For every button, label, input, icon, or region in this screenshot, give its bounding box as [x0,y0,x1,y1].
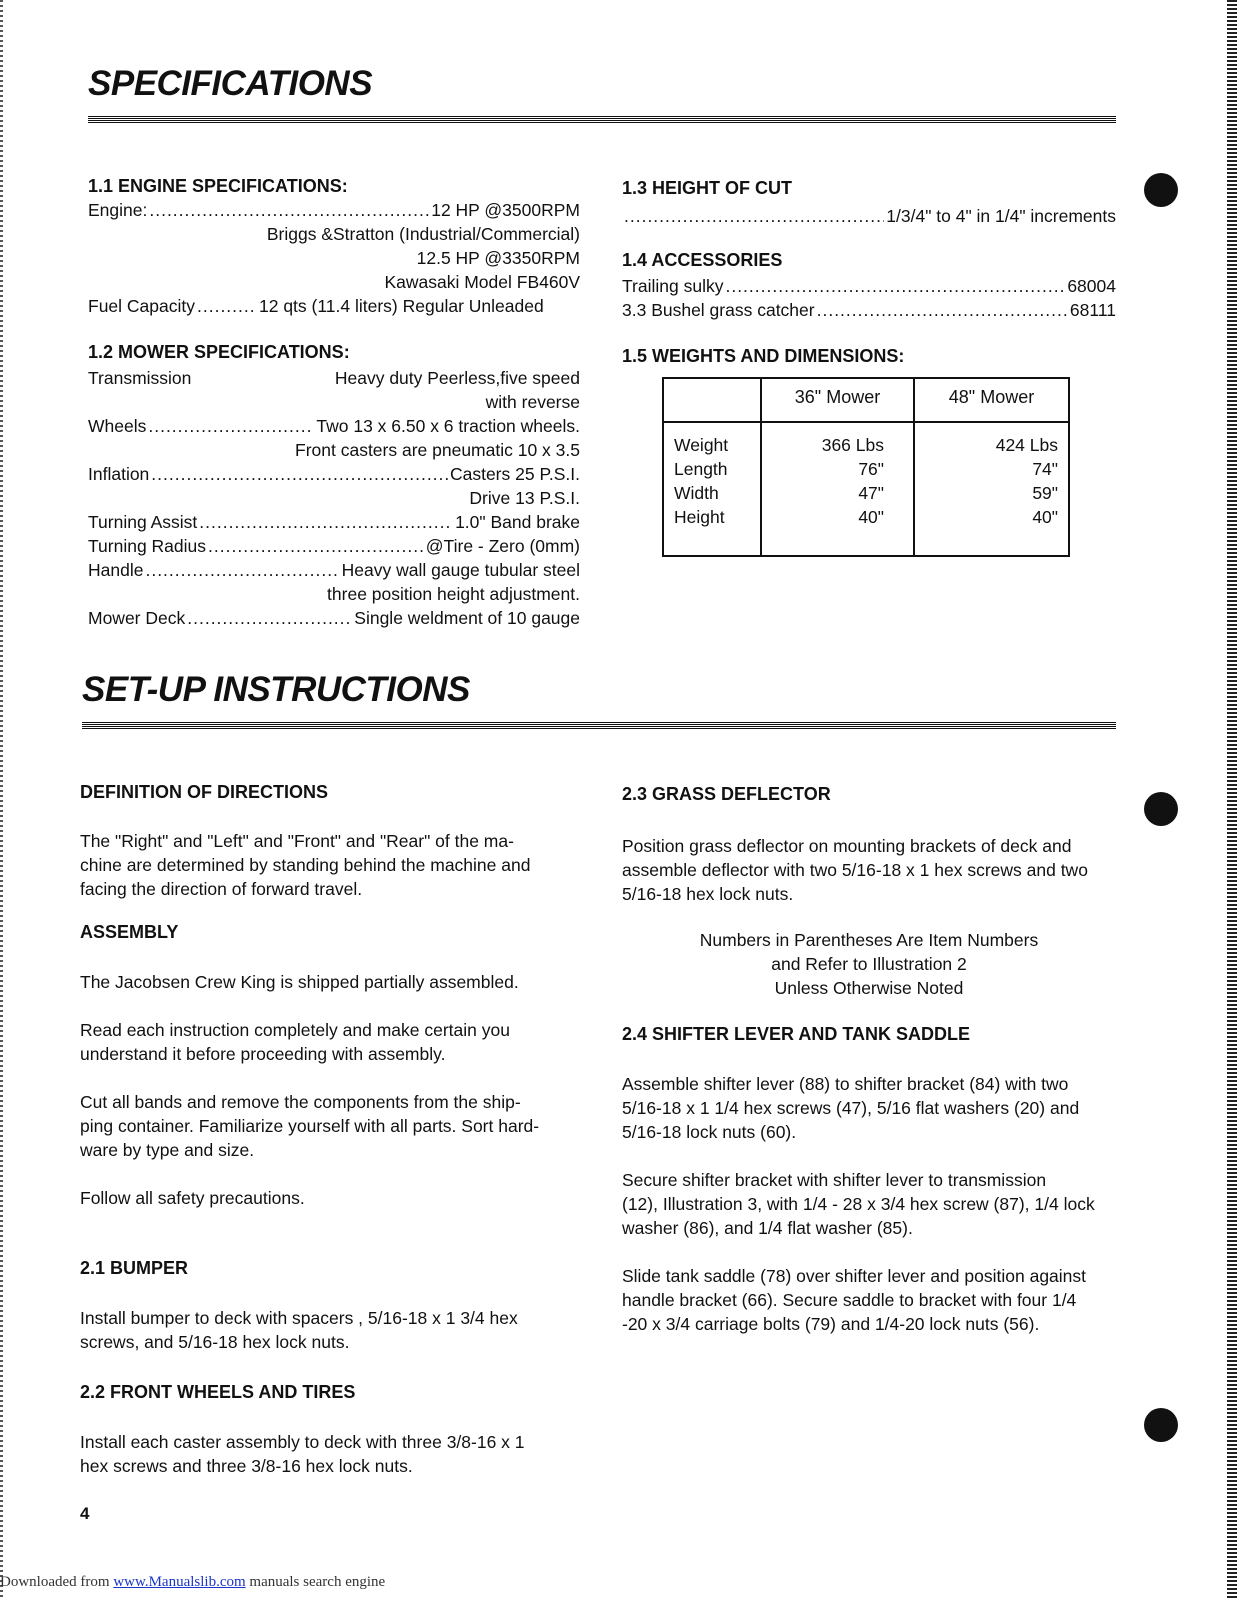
inflation-value2: Drive 13 P.S.I. [469,488,580,508]
assembly-paragraph: ware by type and size. [80,1140,255,1160]
inflation-row [88,462,580,486]
leader-dots [197,294,257,318]
cell: 424 Lbs [995,435,1058,455]
accessory-value: 68004 [1067,276,1116,296]
turning-radius-row [88,534,580,558]
row-label: Width [674,483,719,503]
wheels-row [88,414,580,438]
wheels-value2: Front casters are pneumatic 10 x 3.5 [295,440,580,460]
grass-deflector-text: 5/16-18 hex lock nuts. [622,884,794,904]
transmission-value2: with reverse [485,392,580,412]
leader-dots [817,298,1068,322]
transmission-label: Transmission [88,368,192,388]
wheels-value: Two 13 x 6.50 x 6 traction wheels. [316,416,580,436]
fuel-value: 12 qts (11.4 liters) Regular Unleaded [259,296,544,316]
turning-assist-value: 1.0" Band brake [455,512,580,532]
row-label: Length [674,459,728,479]
assembly-paragraph: Follow all safety precautions. [80,1188,305,1208]
definition-line: The "Right" and "Left" and "Front" and "Rear" of the ma- [80,831,514,851]
assembly-paragraph: understand it before proceeding with assembly. [80,1044,446,1064]
item-numbers-note: Numbers in Parentheses Are Item Numbers [699,930,1039,950]
shifter-text: 5/16-18 x 1 1/4 hex screws (47), 5/16 flat washers (20) and [622,1098,1080,1118]
engine-heading: 1.1 ENGINE SPECIFICATIONS: [88,176,348,196]
cell: 74" [1032,459,1058,479]
scan-edge-right [1227,0,1237,1600]
turning-radius-label: Turning Radius [88,536,207,556]
binder-hole-icon [1144,1408,1178,1442]
bumper-text: Install bumper to deck with spacers , 5/16-18 x 1 3/4 hex [80,1308,518,1328]
shifter-text: handle bracket (66). Secure saddle to bracket with four 1/4 [622,1290,1077,1310]
row-label: Weight [674,435,729,455]
definition-line: facing the direction of forward travel. [80,879,363,899]
footer-prefix: Downloaded from [0,1574,114,1590]
fuel-label: Fuel Capacity [88,296,195,316]
shifter-text: (12), Illustration 3, with 1/4 - 28 x 3/4 hex screw (87), 1/4 lock [622,1194,1095,1214]
definition-line: chine are determined by standing behind the machine and [80,855,531,875]
specifications-title: SPECIFICATIONS [88,64,373,103]
front-wheels-heading: 2.2 FRONT WHEELS AND TIRES [80,1382,356,1402]
shifter-text: washer (86), and 1/4 flat washer (85). [622,1218,913,1238]
shifter-text: Secure shifter bracket with shifter lever to transmission [622,1170,1047,1190]
cell: 59" [1032,483,1058,503]
leader-dots [725,274,1065,298]
accessory-label: 3.3 Bushel grass catcher [622,300,815,320]
handle-value2: three position height adjustment. [327,584,580,604]
assembly-paragraph: Read each instruction completely and make certain you [80,1020,510,1040]
col-36-values [762,433,884,529]
item-numbers-note: and Refer to Illustration 2 [771,954,967,974]
cell: 40" [1032,507,1058,527]
turning-assist-row [88,510,580,534]
inflation-value: Casters 25 P.S.I. [449,464,580,484]
turning-radius-value: @Tire - Zero (0mm) [425,536,580,556]
engine-value: 12 HP @3500RPM [431,200,580,220]
shifter-text: -20 x 3/4 carriage bolts (79) and 1/4-20 lock nuts (56). [622,1314,1040,1334]
weights-heading: 1.5 WEIGHTS AND DIMENSIONS: [622,346,905,366]
deck-value: Single weldment of 10 gauge [354,608,580,628]
definition-heading: DEFINITION OF DIRECTIONS [80,782,329,802]
handle-value: Heavy wall gauge tubular steel [341,560,580,580]
row-label: Height [674,507,725,527]
footer-link[interactable]: www.Manualslib.com [113,1574,246,1590]
cell: 76" [858,459,884,479]
leader-dots [624,204,884,228]
binder-hole-icon [1144,792,1178,826]
handle-label: Handle [88,560,144,580]
front-wheels-text: hex screws and three 3/8-16 hex lock nuts. [80,1456,413,1476]
wheels-label: Wheels [88,416,147,436]
shifter-heading: 2.4 SHIFTER LEVER AND TANK SADDLE [622,1024,971,1044]
setup-title: SET-UP INSTRUCTIONS [82,670,470,709]
accessory-item [622,298,1116,322]
turning-assist-label: Turning Assist [88,512,198,532]
leader-dots [199,510,453,534]
deck-row [88,606,580,630]
bumper-text: screws, and 5/16-18 hex lock nuts. [80,1332,350,1352]
accessory-label: Trailing sulky [622,276,724,296]
shifter-text: 5/16-18 lock nuts (60). [622,1122,797,1142]
accessories-heading: 1.4 ACCESSORIES [622,250,783,270]
col-48-values [915,433,1058,529]
leader-dots [151,462,448,486]
title-rule [82,722,1116,729]
col-header-48: 48" Mower [948,387,1035,407]
download-footer [0,1574,385,1591]
fuel-row [88,294,580,318]
assembly-paragraph: The Jacobsen Crew King is shipped partially assembled. [80,972,519,992]
height-of-cut-heading: 1.3 HEIGHT OF CUT [622,178,793,198]
weights-table [662,377,1070,557]
transmission-row [88,366,580,390]
scan-edge-left [0,0,3,1600]
accessory-value: 68111 [1069,300,1116,320]
item-numbers-note: Unless Otherwise Noted [774,978,964,998]
engine-row [88,198,580,222]
grass-deflector-text: assemble deflector with two 5/16-18 x 1 hex screws and two [622,860,1088,880]
col-header-36: 36" Mower [794,387,881,407]
bumper-heading: 2.1 BUMPER [80,1258,189,1278]
assembly-paragraph: Cut all bands and remove the components from the ship- [80,1092,521,1112]
front-wheels-text: Install each caster assembly to deck with three 3/8-16 x 1 [80,1432,525,1452]
transmission-value: Heavy duty Peerless,five speed [334,368,580,388]
shifter-text: Slide tank saddle (78) over shifter lever and position against [622,1266,1087,1286]
grass-deflector-heading: 2.3 GRASS DEFLECTOR [622,784,831,804]
leader-dots [187,606,352,630]
binder-hole-icon [1144,173,1178,207]
grass-deflector-text: Position grass deflector on mounting brackets of deck and [622,836,1072,856]
footer-suffix: manuals search engine [245,1574,386,1590]
engine-brand1: Briggs &Stratton (Industrial/Commercial) [266,224,580,244]
row-labels [674,433,728,529]
cell: 47" [858,483,884,503]
cell: 366 Lbs [821,435,884,455]
handle-row [88,558,580,582]
deck-label: Mower Deck [88,608,186,628]
height-of-cut-row [622,204,1116,228]
title-rule [88,116,1116,123]
leader-dots [149,198,429,222]
table-divider [664,421,1068,423]
shifter-text: Assemble shifter lever (88) to shifter bracket (84) with two [622,1074,1069,1094]
leader-dots [208,534,424,558]
assembly-heading: ASSEMBLY [80,922,179,942]
assembly-paragraph: ping container. Familiarize yourself with all parts. Sort hard- [80,1116,540,1136]
leader-dots [145,558,339,582]
accessory-item [622,274,1116,298]
page-number: 4 [80,1504,90,1523]
inflation-label: Inflation [88,464,150,484]
leader-dots [148,414,314,438]
mower-heading: 1.2 MOWER SPECIFICATIONS: [88,342,350,362]
cell: 40" [858,507,884,527]
engine-brand2: Kawasaki Model FB460V [384,272,580,292]
engine-hp2: 12.5 HP @3350RPM [416,248,580,268]
height-of-cut-value: 1/3/4" to 4" in 1/4" increments [886,206,1116,226]
engine-label: Engine: [88,200,148,220]
